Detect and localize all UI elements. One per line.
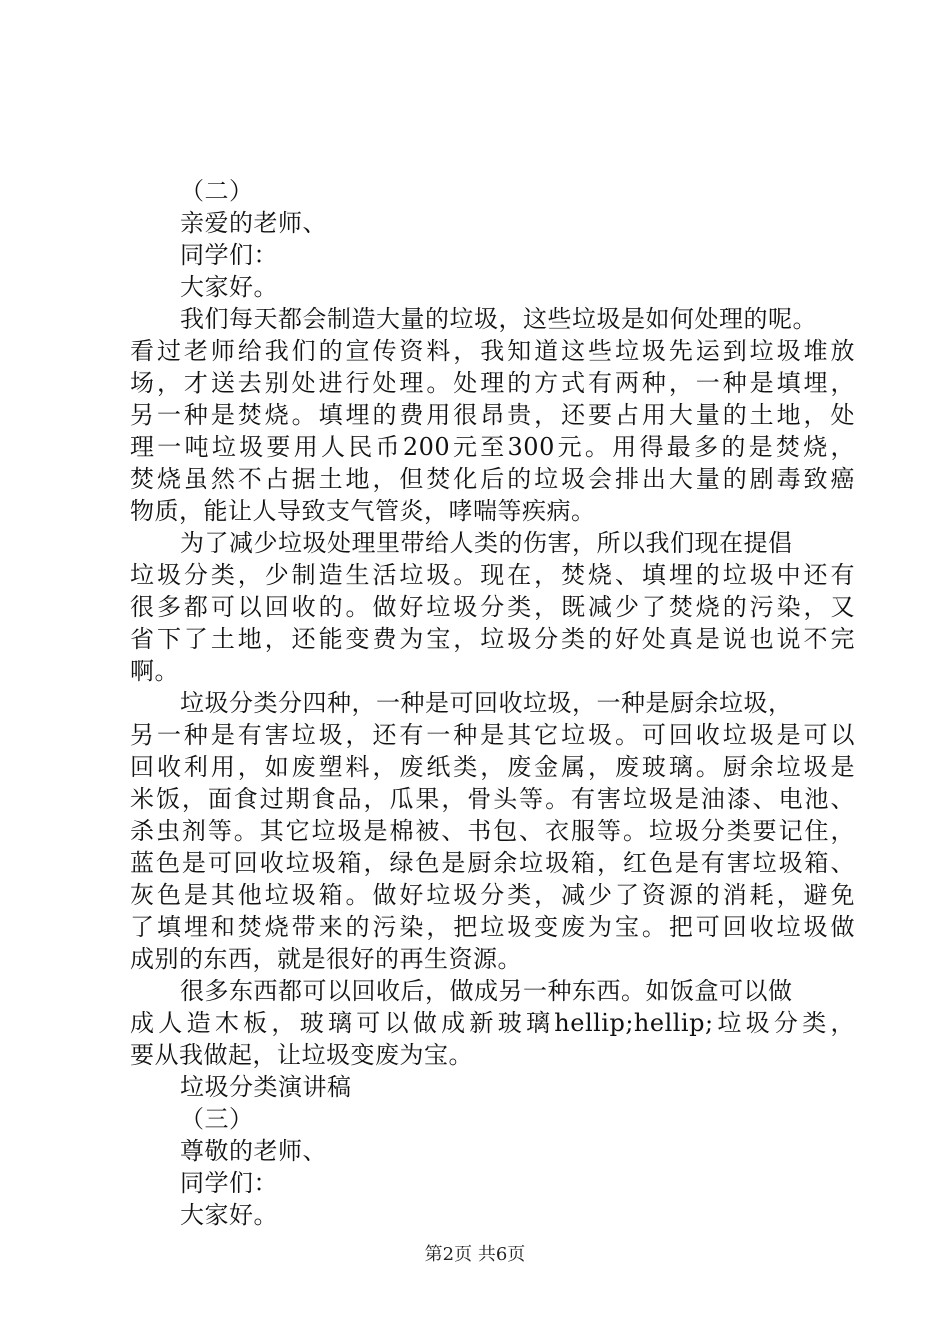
paragraph-3-line: 了填埋和焚烧带来的污染，把垃圾变废为宝。把可回收垃圾做	[130, 913, 855, 941]
section-heading-3: （三）	[180, 1105, 254, 1133]
paragraph-2-line: 省下了土地，还能变费为宝，垃圾分类的好处真是说也说不完	[130, 625, 855, 653]
paragraph-2-line: 垃圾分类，少制造生活垃圾。现在，焚烧、填埋的垃圾中还有	[130, 561, 855, 589]
paragraph-4-line: 要从我做起，让垃圾变废为宝。	[130, 1041, 473, 1069]
speech-title: 垃圾分类演讲稿	[180, 1073, 352, 1101]
paragraph-3-line: 米饭，面食过期食品，瓜果，骨头等。有害垃圾是油漆、电池、	[130, 785, 855, 813]
paragraph-3-line: 蓝色是可回收垃圾箱，绿色是厨余垃圾箱，红色是有害垃圾箱、	[130, 849, 855, 877]
paragraph-3-line: 杀虫剂等。其它垃圾是棉被、书包、衣服等。垃圾分类要记住，	[130, 817, 855, 845]
paragraph-3-line: 成别的东西，就是很好的再生资源。	[130, 945, 522, 973]
paragraph-2-line: 很多都可以回收的。做好垃圾分类，既减少了焚烧的污染，又	[130, 593, 855, 621]
paragraph-3-line: 灰色是其他垃圾箱。做好垃圾分类，减少了资源的消耗，避免	[130, 881, 855, 909]
salutation-teachers: 亲爱的老师、	[180, 209, 327, 237]
paragraph-1-line: 我们每天都会制造大量的垃圾，这些垃圾是如何处理的呢。	[180, 305, 817, 333]
paragraph-1-line: 焚烧虽然不占据土地，但焚化后的垃圾会排出大量的剧毒致癌	[130, 465, 855, 493]
paragraph-1-line: 场，才送去别处进行处理。处理的方式有两种，一种是填埋，	[130, 369, 855, 397]
paragraph-4-line: 很多东西都可以回收后，做成另一种东西。如饭盒可以做	[180, 977, 793, 1005]
paragraph-3-line: 回收利用，如废塑料，废纸类，废金属，废玻璃。厨余垃圾是	[130, 753, 855, 781]
paragraph-2-line: 为了减少垃圾处理里带给人类的伤害，所以我们现在提倡	[180, 529, 793, 557]
paragraph-3-line: 垃圾分类分四种，一种是可回收垃圾，一种是厨余垃圾，	[180, 689, 793, 717]
paragraph-3-line: 另一种是有害垃圾，还有一种是其它垃圾。可回收垃圾是可以	[130, 721, 855, 749]
salutation-students: 同学们：	[180, 241, 278, 269]
paragraph-1-line: 物质，能让人导致支气管炎，哮喘等疾病。	[130, 497, 596, 525]
paragraph-1-line: 看过老师给我们的宣传资料，我知道这些垃圾先运到垃圾堆放	[130, 337, 855, 365]
section-heading-2: （二）	[180, 177, 254, 205]
salutation-teachers: 尊敬的老师、	[180, 1137, 327, 1165]
paragraph-4-line: 成人造木板，玻璃可以做成新玻璃hellip;hellip;垃圾分类，	[130, 1009, 855, 1037]
greeting: 大家好。	[180, 1201, 278, 1229]
page-footer: 第2页 共6页	[424, 1244, 526, 1265]
paragraph-1-line: 另一种是焚烧。填埋的费用很昂贵，还要占用大量的土地，处	[130, 401, 855, 429]
paragraph-1-line: 理一吨垃圾要用人民币200元至300元。用得最多的是焚烧，	[130, 433, 855, 461]
greeting: 大家好。	[180, 273, 278, 301]
salutation-students: 同学们：	[180, 1169, 278, 1197]
paragraph-2-line: 啊。	[130, 657, 179, 685]
